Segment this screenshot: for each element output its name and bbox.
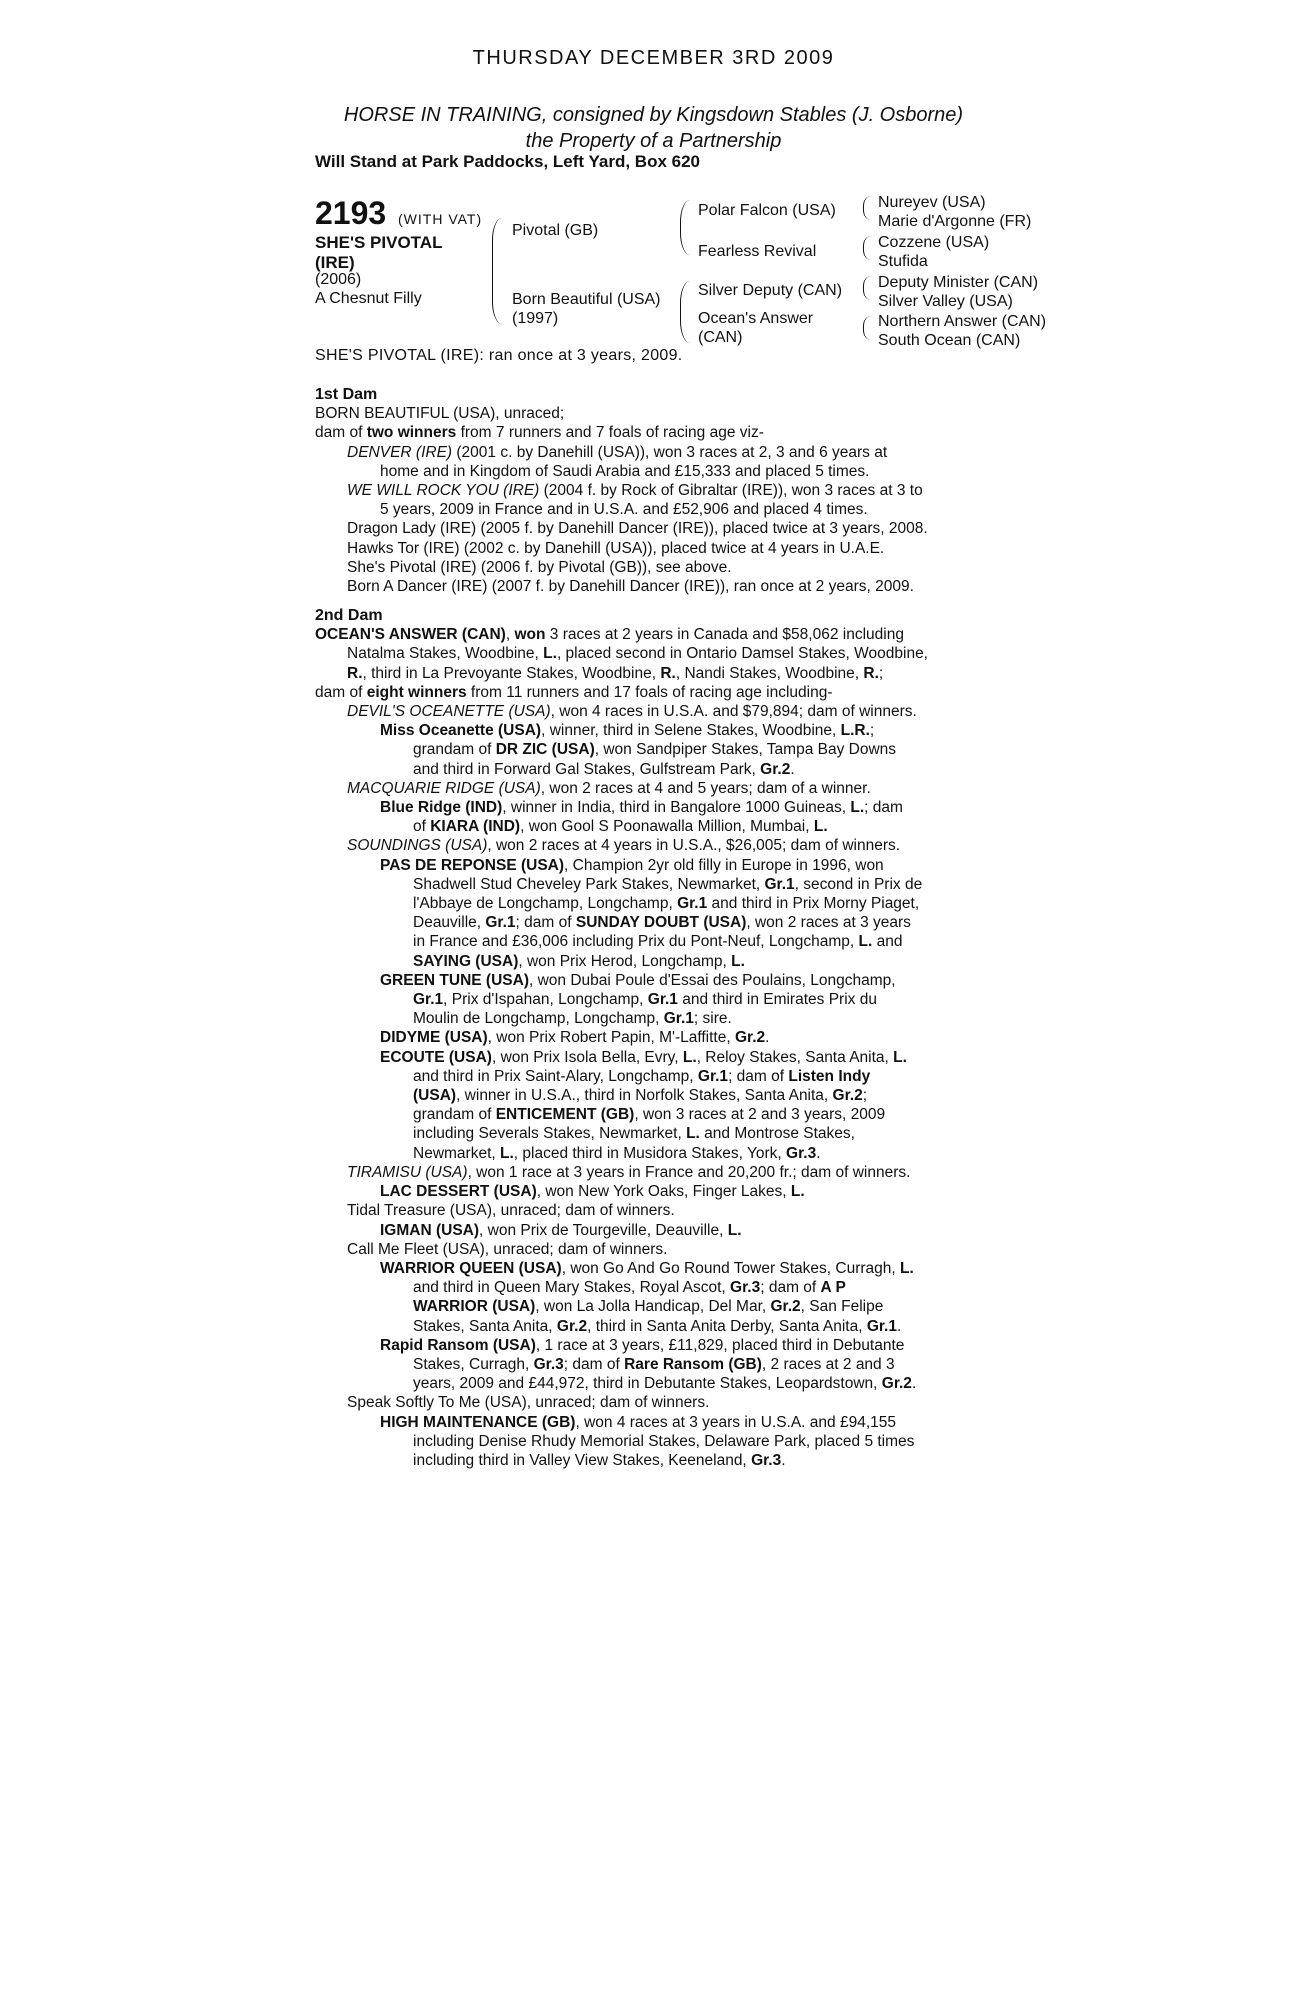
pedigree-brace-sd <box>863 236 871 260</box>
horse-info <box>315 270 422 308</box>
speak-line: Speak Softly To Me (USA), unraced; dam of winners. <box>347 1394 710 1412</box>
vat-note: (WITH VAT) <box>398 211 483 227</box>
wq-line3: WARRIOR (USA), won La Jolla Handicap, Del Mar, Gr.2, San Felipe <box>413 1298 884 1316</box>
green-line1: GREEN TUNE (USA), won Dubai Poule d'Essai des Poulains, Longchamp, <box>380 971 896 989</box>
pas-line6: SAYING (USA), won Prix Herod, Longchamp, L. <box>413 952 745 970</box>
pas-line3: l'Abbaye de Longchamp, Longchamp, Gr.1 and third in Prix Morny Piaget, <box>413 895 920 913</box>
second-dam-heading: 2nd Dam <box>315 607 383 624</box>
rr-line2: Stakes, Curragh, Gr.3; dam of Rare Ransom (GB), 2 races at 2 and 3 <box>413 1355 895 1373</box>
miss-line3: and third in Forward Gal Stakes, Gulfstream Park, Gr.2. <box>413 760 795 778</box>
oa-line2: Natalma Stakes, Woodbine, L., placed second in Ontario Damsel Stakes, Woodbine, <box>347 645 928 663</box>
produce-denver-cont: home and in Kingdom of Saudi Arabia and £15,333 and placed 5 times. <box>380 462 870 480</box>
produce-wwry: WE WILL ROCK YOU (IRE) (2004 f. by Rock of Gibraltar (IRE)), won 3 races at 3 to <box>347 482 923 500</box>
pas-line2: Shadwell Stud Cheveley Park Stakes, Newmarket, Gr.1, second in Prix de <box>413 875 923 893</box>
lot-number: 2193 <box>315 195 387 231</box>
produce-denver: DENVER (IRE) (2001 c. by Danehill (USA)), won 3 races at 2, 3 and 6 years at <box>347 443 888 461</box>
oa-line3: R., third in La Prevoyante Stakes, Woodbine, R., Nandi Stakes, Woodbine, R.; <box>347 664 884 682</box>
tidal-line: Tidal Treasure (USA), unraced; dam of winners. <box>347 1202 675 1220</box>
stand-location: Will Stand at Park Paddocks, Left Yard, Box 620 <box>315 152 700 171</box>
rr-line1: Rapid Ransom (USA), 1 race at 3 years, £11,829, placed third in Debutante <box>380 1336 905 1354</box>
pas-line4: Deauville, Gr.1; dam of SUNDAY DOUBT (USA), won 2 races at 3 years <box>413 914 911 932</box>
ecoute-line6: Newmarket, L., placed third in Musidora Stakes, York, Gr.3. <box>413 1144 821 1162</box>
produce-dragon: Dragon Lady (IRE) (2005 f. by Danehill Dancer (IRE)), placed twice at 3 years, 2008. <box>347 520 928 538</box>
pedigree-gen3-3: Cozzene (USA) <box>878 234 990 251</box>
callme-line: Call Me Fleet (USA), unraced; dam of winners. <box>347 1240 668 1258</box>
pedigree-dam-dam <box>698 309 813 347</box>
blue-line1: Blue Ridge (IND), winner in India, third in Bangalore 1000 Guineas, L.; dam <box>380 799 903 817</box>
oa-line1: OCEAN'S ANSWER (CAN), won 3 races at 2 years in Canada and $58,062 including <box>315 626 904 644</box>
race-record-note: SHE'S PIVOTAL (IRE): ran once at 3 years, 2009. <box>315 347 683 364</box>
hm-line1: HIGH MAINTENANCE (GB), won 4 races at 3 years in U.S.A. and £94,155 <box>380 1413 896 1431</box>
sound-line: SOUNDINGS (USA), won 2 races at 4 years in U.S.A., $26,005; dam of winners. <box>347 837 901 855</box>
ecoute-line2: and third in Prix Saint-Alary, Longchamp, Gr.1; dam of Listen Indy <box>413 1067 871 1085</box>
pedigree-dam-name: Born Beautiful (USA) <box>512 291 661 308</box>
igman-line: IGMAN (USA), won Prix de Tourgeville, Deauville, L. <box>380 1221 742 1239</box>
miss-line1: Miss Oceanette (USA), winner, third in Selene Stakes, Woodbine, L.R.; <box>380 722 875 740</box>
pedigree-gen3-7: Northern Answer (CAN) <box>878 313 1047 330</box>
pedigree-brace-ds <box>863 276 871 300</box>
pedigree-brace-dd <box>863 316 871 340</box>
green-line2: Gr.1, Prix d'Ispahan, Longchamp, Gr.1 and third in Emirates Prix du <box>413 991 877 1009</box>
pedigree-brace-ss <box>863 196 871 220</box>
horse-name <box>315 233 475 273</box>
first-dam-heading: 1st Dam <box>315 386 378 403</box>
green-line3: Moulin de Longchamp, Longchamp, Gr.1; sire. <box>413 1010 732 1028</box>
produce-shes: She's Pivotal (IRE) (2006 f. by Pivotal (GB)), see above. <box>347 558 732 576</box>
property-line: the Property of a Partnership <box>525 130 782 152</box>
pas-line5: in France and £36,006 including Prix du Pont-Neuf, Longchamp, L. and <box>413 933 903 951</box>
rr-line3: years, 2009 and £44,972, third in Debutante Stakes, Leopardstown, Gr.2. <box>413 1375 917 1393</box>
blue-line2: of KIARA (IND), won Gool S Poonawalla Million, Mumbai, L. <box>413 818 828 836</box>
pedigree-dam-dam-country: (CAN) <box>698 329 743 346</box>
lac-line: LAC DESSERT (USA), won New York Oaks, Finger Lakes, L. <box>380 1183 805 1201</box>
horse-name-line2: (IRE) <box>315 253 355 272</box>
consignor-line: HORSE IN TRAINING, consigned by Kingsdown Stables (J. Osborne) <box>343 104 964 126</box>
pedigree-brace-sire <box>680 200 690 255</box>
devil-line: DEVIL'S OCEANETTE (USA), won 4 races in U.S.A. and $79,894; dam of winners. <box>347 703 917 721</box>
sale-date: THURSDAY DECEMBER 3RD 2009 <box>472 47 835 69</box>
ecoute-line5: including Severals Stakes, Newmarket, L. and Montrose Stakes, <box>413 1125 855 1143</box>
ecoute-line1: ECOUTE (USA), won Prix Isola Bella, Evry, L., Reloy Stakes, Santa Anita, L. <box>380 1048 907 1066</box>
pedigree-sire-dam: Fearless Revival <box>698 243 817 260</box>
ecoute-line4: grandam of ENTICEMENT (GB), won 3 races at 2 and 3 years, 2009 <box>413 1106 886 1124</box>
hm-line2: including Denise Rhudy Memorial Stakes, Delaware Park, placed 5 times <box>413 1432 915 1450</box>
pedigree-dam-sire: Silver Deputy (CAN) <box>698 282 843 299</box>
produce-born: Born A Dancer (IRE) (2007 f. by Danehill Dancer (IRE)), ran once at 2 years, 2009. <box>347 578 914 596</box>
tira-line: TIRAMISU (USA), won 1 race at 3 years in France and 20,200 fr.; dam of winners. <box>347 1163 911 1181</box>
pedigree-gen3-8: South Ocean (CAN) <box>878 332 1021 349</box>
pedigree-brace-main <box>492 218 503 324</box>
pedigree-gen3-6: Silver Valley (USA) <box>878 293 1013 310</box>
hm-line3: including third in Valley View Stakes, Keeneland, Gr.3. <box>413 1451 786 1469</box>
horse-name-line1: SHE'S PIVOTAL <box>315 233 443 252</box>
oa-damof: dam of eight winners from 11 runners and 17 foals of racing age including- <box>315 683 833 701</box>
pedigree-dam-dam-name: Ocean's Answer <box>698 310 814 327</box>
wq-line1: WARRIOR QUEEN (USA), won Go And Go Round Tower Stakes, Curragh, L. <box>380 1259 914 1277</box>
pedigree-gen3-1: Nureyev (USA) <box>878 194 986 211</box>
mac-line: MACQUARIE RIDGE (USA), won 2 races at 4 and 5 years; dam of a winner. <box>347 779 871 797</box>
pedigree-dam <box>512 290 661 328</box>
pedigree-gen3-5: Deputy Minister (CAN) <box>878 274 1039 291</box>
pedigree-sire: Pivotal (GB) <box>512 222 599 239</box>
ecoute-line3: (USA), winner in U.S.A., third in Norfolk Stakes, Santa Anita, Gr.2; <box>413 1087 868 1105</box>
didyme-line: DIDYME (USA), won Prix Robert Papin, M'-Laffitte, Gr.2. <box>380 1029 770 1047</box>
second-dam-section <box>315 606 1005 1470</box>
pedigree-brace-dam <box>680 281 690 343</box>
foaling-year: (2006) <box>315 271 362 288</box>
pedigree-dam-year: (1997) <box>512 310 559 327</box>
consignor-block <box>0 102 1307 154</box>
wq-line4: Stakes, Santa Anita, Gr.2, third in Santa Anita Derby, Santa Anita, Gr.1. <box>413 1317 902 1335</box>
miss-line2: grandam of DR ZIC (USA), won Sandpiper Stakes, Tampa Bay Downs <box>413 741 897 759</box>
pedigree-sire-sire: Polar Falcon (USA) <box>698 202 836 219</box>
pas-line1: PAS DE REPONSE (USA), Champion 2yr old filly in Europe in 1996, won <box>380 856 884 874</box>
first-dam-produce: dam of two winners from 7 runners and 7 foals of racing age viz- <box>315 424 764 442</box>
first-dam-name: BORN BEAUTIFUL (USA), unraced; <box>315 405 565 423</box>
produce-hawks: Hawks Tor (IRE) (2002 c. by Danehill (USA)), placed twice at 4 years in U.A.E. <box>347 539 885 557</box>
produce-wwry-cont: 5 years, 2009 in France and in U.S.A. and £52,906 and placed 4 times. <box>380 501 868 519</box>
horse-description: A Chesnut Filly <box>315 290 422 307</box>
pedigree-gen3-2: Marie d'Argonne (FR) <box>878 213 1032 230</box>
pedigree-gen3-4: Stufida <box>878 253 928 270</box>
first-dam-section <box>315 385 1005 596</box>
wq-line2: and third in Queen Mary Stakes, Royal Ascot, Gr.3; dam of A P <box>413 1279 846 1297</box>
